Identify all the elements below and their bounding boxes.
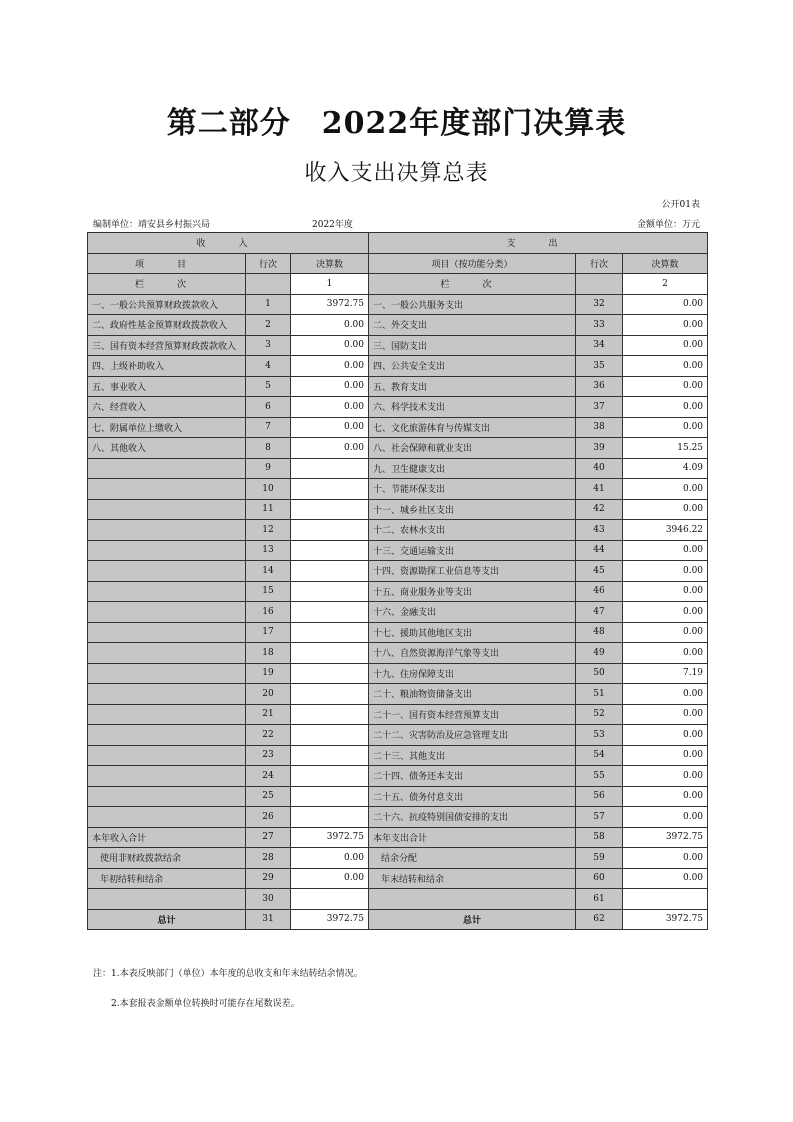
- table-row: [88, 479, 708, 500]
- header-row-columns: [88, 253, 708, 274]
- income-row-number: 27: [246, 827, 291, 848]
- expense-item-label: 十三、交通运输支出: [369, 540, 576, 561]
- income-row-number: 10: [246, 479, 291, 500]
- expense-row-number: 52: [576, 704, 623, 725]
- income-row-number: 3: [246, 335, 291, 356]
- expense-item-label: 二十一、国有资本经营预算支出: [369, 704, 576, 725]
- income-amount: [291, 458, 369, 479]
- budget-table: [87, 232, 708, 930]
- item-func-header: 项目（按功能分类）: [369, 253, 576, 274]
- expense-amount: 0.00: [623, 848, 708, 869]
- income-amount: [291, 745, 369, 766]
- income-summary-label: 年初结转和结余: [88, 868, 246, 889]
- income-amount: 3972.75: [291, 827, 369, 848]
- expense-row-number: 36: [576, 376, 623, 397]
- income-item-label: 四、上级补助收入: [88, 356, 246, 377]
- expense-amount: 0.00: [623, 499, 708, 520]
- expense-amount: 0.00: [623, 397, 708, 418]
- expense-amount: 0.00: [623, 417, 708, 438]
- expense-item-label: 十、节能环保支出: [369, 479, 576, 500]
- compiling-unit: 编制单位：靖安县乡村振兴局: [93, 220, 211, 230]
- table-row: [88, 766, 708, 787]
- table-row: [88, 376, 708, 397]
- expense-row-number: 45: [576, 561, 623, 582]
- income-item-label: [88, 540, 246, 561]
- income-row-number: 15: [246, 581, 291, 602]
- income-header: 收 入: [88, 233, 369, 254]
- income-item-label: 三、国有资本经营预算财政拨款收入: [88, 335, 246, 356]
- income-row-number: 18: [246, 643, 291, 664]
- expense-row-number: 47: [576, 602, 623, 623]
- expense-amount: 0.00: [623, 807, 708, 828]
- expense-amount: 0.00: [623, 479, 708, 500]
- income-item-label: [88, 520, 246, 541]
- expense-row-number: 48: [576, 622, 623, 643]
- fiscal-year: 2022年度: [312, 220, 353, 230]
- expense-row-number: 59: [576, 848, 623, 869]
- income-row-number: 12: [246, 520, 291, 541]
- income-amount: [291, 725, 369, 746]
- expense-row-number: 37: [576, 397, 623, 418]
- income-item-label: 二、政府性基金预算财政拨款收入: [88, 315, 246, 336]
- income-amount: [291, 643, 369, 664]
- empty-cell: [246, 274, 291, 295]
- total-row: [88, 909, 708, 930]
- income-row-number: 2: [246, 315, 291, 336]
- expense-row-number: 44: [576, 540, 623, 561]
- table-row: [88, 540, 708, 561]
- income-amount: [291, 766, 369, 787]
- expense-amount: 7.19: [623, 663, 708, 684]
- expense-row-number: 55: [576, 766, 623, 787]
- income-amount: 0.00: [291, 376, 369, 397]
- income-item-label: [88, 725, 246, 746]
- expense-amount: 0.00: [623, 643, 708, 664]
- table-row: [88, 294, 708, 315]
- income-amount: 0.00: [291, 868, 369, 889]
- income-row-number: 16: [246, 602, 291, 623]
- expense-row-number: 54: [576, 745, 623, 766]
- expense-row-number: 42: [576, 499, 623, 520]
- amount-unit: 金额单位：万元: [636, 220, 700, 230]
- income-amount: 0.00: [291, 356, 369, 377]
- expense-amount: 0.00: [623, 356, 708, 377]
- expense-row-number: 60: [576, 868, 623, 889]
- expense-amount: 4.09: [623, 458, 708, 479]
- income-row-number: 1: [246, 294, 291, 315]
- expense-row-number: 41: [576, 479, 623, 500]
- income-item-label: 八、其他收入: [88, 438, 246, 459]
- income-amount: [291, 807, 369, 828]
- income-row-number: 6: [246, 397, 291, 418]
- summary-row: [88, 868, 708, 889]
- table-row: [88, 704, 708, 725]
- income-amount: [291, 684, 369, 705]
- expense-amount: 0.00: [623, 540, 708, 561]
- income-row-number: 24: [246, 766, 291, 787]
- expense-summary-label: 本年支出合计: [369, 827, 576, 848]
- column-index-label: 栏 次: [88, 274, 246, 295]
- income-row-number: 4: [246, 356, 291, 377]
- expense-row-number: 38: [576, 417, 623, 438]
- income-amount: [291, 499, 369, 520]
- expense-item-label: 三、国防支出: [369, 335, 576, 356]
- table-row: [88, 520, 708, 541]
- income-row-number: 30: [246, 889, 291, 910]
- table-row: [88, 807, 708, 828]
- income-item-label: [88, 704, 246, 725]
- expense-item-label: 二、外交支出: [369, 315, 576, 336]
- income-item-label: [88, 766, 246, 787]
- income-item-label: 一、一般公共预算财政拨款收入: [88, 294, 246, 315]
- expense-item-label: 十八、自然资源海洋气象等支出: [369, 643, 576, 664]
- expense-row-number: 46: [576, 581, 623, 602]
- income-amount: 0.00: [291, 397, 369, 418]
- income-amount: [291, 540, 369, 561]
- income-item-label: 六、经营收入: [88, 397, 246, 418]
- income-row-number: 20: [246, 684, 291, 705]
- expense-summary-label: 年末结转和结余: [369, 868, 576, 889]
- expense-amount: 3946.22: [623, 520, 708, 541]
- expense-item-label: 十五、商业服务业等支出: [369, 581, 576, 602]
- summary-row: [88, 848, 708, 869]
- income-amount: [291, 479, 369, 500]
- income-item-label: [88, 602, 246, 623]
- income-item-label: [88, 581, 246, 602]
- expense-row-number: 40: [576, 458, 623, 479]
- table-row: [88, 335, 708, 356]
- income-item-label: [88, 499, 246, 520]
- income-row-number: 19: [246, 663, 291, 684]
- row-no-header: 行次: [576, 253, 623, 274]
- expense-item-label: 二十五、债务付息支出: [369, 786, 576, 807]
- income-item-label: [88, 643, 246, 664]
- income-row-number: 21: [246, 704, 291, 725]
- expense-row-number: 33: [576, 315, 623, 336]
- income-summary-label: 使用非财政拨款结余: [88, 848, 246, 869]
- expense-amount: 0.00: [623, 868, 708, 889]
- table-row: [88, 315, 708, 336]
- expense-item-label: 八、社会保障和就业支出: [369, 438, 576, 459]
- table-row: [88, 438, 708, 459]
- income-item-label: [88, 786, 246, 807]
- row-no-header: 行次: [246, 253, 291, 274]
- table-row: [88, 602, 708, 623]
- income-row-number: 11: [246, 499, 291, 520]
- expense-item-label: 十七、援助其他地区支出: [369, 622, 576, 643]
- income-amount: [291, 520, 369, 541]
- expense-item-label: 二十二、灾害防治及应急管理支出: [369, 725, 576, 746]
- income-amount: [291, 622, 369, 643]
- income-row-number: 5: [246, 376, 291, 397]
- expense-item-label: 十六、金融支出: [369, 602, 576, 623]
- expense-row-number: 62: [576, 909, 623, 930]
- expense-amount: 0.00: [623, 745, 708, 766]
- expense-amount: 0.00: [623, 684, 708, 705]
- expense-item-label: 二十六、抗疫特别国债安排的支出: [369, 807, 576, 828]
- item-header: 项 目: [88, 253, 246, 274]
- income-row-number: 29: [246, 868, 291, 889]
- expense-amount: 0.00: [623, 766, 708, 787]
- income-row-number: 28: [246, 848, 291, 869]
- expense-amount: [623, 889, 708, 910]
- expense-header: 支 出: [369, 233, 708, 254]
- income-summary-label: 本年收入合计: [88, 827, 246, 848]
- table-row: [88, 499, 708, 520]
- amount-header: 决算数: [623, 253, 708, 274]
- expense-total-amount: 3972.75: [623, 909, 708, 930]
- expense-row-number: 61: [576, 889, 623, 910]
- expense-amount: 0.00: [623, 725, 708, 746]
- expense-item-label: 六、科学技术支出: [369, 397, 576, 418]
- amount-header: 决算数: [291, 253, 369, 274]
- income-row-number: 31: [246, 909, 291, 930]
- income-amount: 0.00: [291, 315, 369, 336]
- table-row: [88, 786, 708, 807]
- table-row: [88, 643, 708, 664]
- income-row-number: 23: [246, 745, 291, 766]
- expense-item-label: 二十、粮油物资储备支出: [369, 684, 576, 705]
- expense-item-label: 十一、城乡社区支出: [369, 499, 576, 520]
- income-item-label: [88, 479, 246, 500]
- expense-item-label: 二十四、债务还本支出: [369, 766, 576, 787]
- income-amount: 0.00: [291, 335, 369, 356]
- expense-row-number: 57: [576, 807, 623, 828]
- expense-row-number: 43: [576, 520, 623, 541]
- income-amount: [291, 561, 369, 582]
- income-amount: 0.00: [291, 417, 369, 438]
- header-row-sections: [88, 233, 708, 254]
- expense-amount: 0.00: [623, 315, 708, 336]
- income-row-number: 22: [246, 725, 291, 746]
- income-item-label: [88, 622, 246, 643]
- income-item-label: [88, 684, 246, 705]
- expense-row-number: 34: [576, 335, 623, 356]
- income-row-number: 13: [246, 540, 291, 561]
- footnote-2: 2.本套报表金额单位转换时可能存在尾数误差。: [111, 999, 300, 1009]
- income-amount: [291, 602, 369, 623]
- table-row: [88, 561, 708, 582]
- expense-item-label: 九、卫生健康支出: [369, 458, 576, 479]
- income-row-number: 7: [246, 417, 291, 438]
- table-row: [88, 397, 708, 418]
- income-amount: [291, 704, 369, 725]
- income-total-amount: 3972.75: [291, 909, 369, 930]
- expense-row-number: 51: [576, 684, 623, 705]
- expense-item-label: 五、教育支出: [369, 376, 576, 397]
- expense-amount: 0.00: [623, 376, 708, 397]
- expense-row-number: 50: [576, 663, 623, 684]
- expense-row-number: 53: [576, 725, 623, 746]
- expense-item-label: 二十三、其他支出: [369, 745, 576, 766]
- income-row-number: 8: [246, 438, 291, 459]
- expense-amount: 0.00: [623, 294, 708, 315]
- income-item-label: 五、事业收入: [88, 376, 246, 397]
- income-item-label: [88, 663, 246, 684]
- table-row: [88, 622, 708, 643]
- expense-amount: 0.00: [623, 581, 708, 602]
- expense-item-label: 四、公共安全支出: [369, 356, 576, 377]
- expense-row-number: 56: [576, 786, 623, 807]
- page-title: 第二部分 2022年度部门决算表: [166, 106, 627, 141]
- income-row-number: 17: [246, 622, 291, 643]
- expense-amount: 0.00: [623, 704, 708, 725]
- income-item-label: [88, 807, 246, 828]
- expense-row-number: 32: [576, 294, 623, 315]
- expense-item-label: 七、文化旅游体育与传媒支出: [369, 417, 576, 438]
- table-row: [88, 581, 708, 602]
- expense-amount: 15.25: [623, 438, 708, 459]
- column-index-1: 1: [291, 274, 369, 295]
- expense-amount: 0.00: [623, 335, 708, 356]
- income-row-number: 25: [246, 786, 291, 807]
- expense-row-number: 39: [576, 438, 623, 459]
- income-amount: 0.00: [291, 848, 369, 869]
- expense-item-label: 一、一般公共服务支出: [369, 294, 576, 315]
- expense-item-label: 十九、住房保障支出: [369, 663, 576, 684]
- expense-summary-label: 结余分配: [369, 848, 576, 869]
- footnote-1: 注：1.本表反映部门（单位）本年度的总收支和年末结转结余情况。: [93, 969, 363, 979]
- expense-item-label: 十二、农林水支出: [369, 520, 576, 541]
- income-item-label: [88, 458, 246, 479]
- income-amount: 0.00: [291, 438, 369, 459]
- income-amount: [291, 663, 369, 684]
- table-row: [88, 725, 708, 746]
- expense-amount: 0.00: [623, 561, 708, 582]
- table-row: [88, 356, 708, 377]
- table-row: [88, 684, 708, 705]
- expense-total-label: 总计: [369, 909, 576, 930]
- income-row-number: 9: [246, 458, 291, 479]
- expense-amount: 3972.75: [623, 827, 708, 848]
- expense-item-label: 十四、资源勘探工业信息等支出: [369, 561, 576, 582]
- summary-row: [88, 889, 708, 910]
- income-amount: 3972.75: [291, 294, 369, 315]
- table-row: [88, 417, 708, 438]
- expense-row-number: 58: [576, 827, 623, 848]
- table-row: [88, 458, 708, 479]
- expense-row-number: 49: [576, 643, 623, 664]
- income-item-label: [88, 561, 246, 582]
- income-item-label: 七、附属单位上缴收入: [88, 417, 246, 438]
- income-total-label: 总计: [88, 909, 246, 930]
- income-amount: [291, 889, 369, 910]
- summary-row: [88, 827, 708, 848]
- table-row: [88, 745, 708, 766]
- table-title: 收入支出决算总表: [304, 161, 489, 186]
- expense-row-number: 35: [576, 356, 623, 377]
- expense-amount: 0.00: [623, 786, 708, 807]
- table-code: 公开01表: [661, 200, 700, 210]
- column-index-label: 栏 次: [369, 274, 576, 295]
- income-summary-label: [88, 889, 246, 910]
- expense-amount: 0.00: [623, 622, 708, 643]
- table-row: [88, 663, 708, 684]
- income-row-number: 14: [246, 561, 291, 582]
- income-amount: [291, 786, 369, 807]
- header-row-column-index: [88, 274, 708, 295]
- expense-amount: 0.00: [623, 602, 708, 623]
- column-index-2: 2: [623, 274, 708, 295]
- income-amount: [291, 581, 369, 602]
- expense-summary-label: [369, 889, 576, 910]
- income-row-number: 26: [246, 807, 291, 828]
- empty-cell: [576, 274, 623, 295]
- income-item-label: [88, 745, 246, 766]
